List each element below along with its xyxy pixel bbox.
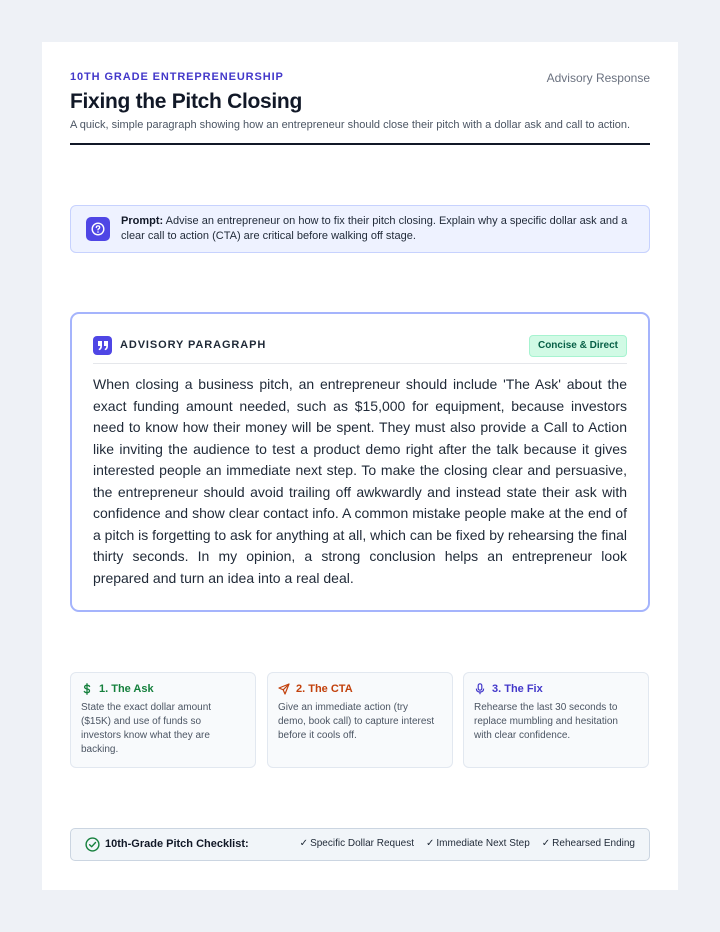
style-badge: Concise & Direct (529, 335, 627, 357)
microphone-icon (474, 683, 486, 695)
tip-card-ask (70, 672, 256, 768)
prompt-label: Prompt: (121, 215, 164, 227)
check-mark-icon: ✓ (426, 838, 435, 849)
advisory-paragraph: When closing a business pitch, an entrepreneur should include 'The Ask' about the exact funding amount needed, such as $15,000 for equipment, because investors need to know how their money will be spent. They must also provide a Call to Action like inviting the audience to test a product demo right after the talk because it gives interested people an immediate next step. To make the closing clear and persuasive, the entrepreneur should avoid trailing off awkwardly and instead state their ask with confidence and show clear contact info. A common mistake people make at the end of a pitch is forgetting to ask for anything at all, which can be fixed by rehearsing the final thirty seconds. In my opinion, a strong conclusion helps an entrepreneur look prepared and turn an idea into a real deal. (93, 376, 627, 586)
checklist-item: ✓ Immediate Next Step (426, 838, 530, 849)
tip-card-header (278, 683, 353, 695)
dollar-icon (81, 683, 93, 695)
tip-card-header (474, 683, 543, 695)
prompt-text (121, 214, 636, 244)
question-icon (86, 217, 110, 241)
page-subtitle: A quick, simple paragraph showing how an entrepreneur should close their pitch with a dollar ask and call to action. (70, 119, 631, 131)
tip-card-body: State the exact dollar amount ($15K) and use of funds so investors know what they are backing. (81, 702, 212, 755)
checklist-item: ✓ Rehearsed Ending (541, 838, 635, 849)
advisory-card (70, 312, 650, 612)
tip-card-title: 1. The Ask (99, 683, 154, 695)
tip-card-title: 3. The Fix (492, 683, 543, 695)
check-circle-icon (85, 837, 100, 852)
tip-card-fix (463, 672, 649, 768)
header-divider (70, 143, 650, 145)
prompt-body: Advise an entrepreneur on how to fix their pitch closing. Explain why a specific dollar ask and a clear call to action (CTA) are critical before walking off stage. (121, 215, 628, 242)
document-page (42, 42, 678, 890)
document-type-label: Advisory Response (546, 71, 650, 85)
tip-card-body: Give an immediate action (try demo, book call) to capture interest before it cools off. (278, 702, 435, 741)
advisory-divider (93, 363, 627, 364)
tip-card-header (81, 683, 154, 695)
checklist-title: 10th-Grade Pitch Checklist: (105, 838, 249, 850)
course-label: 10TH GRADE ENTREPRENEURSHIP (70, 71, 284, 83)
checklist-items (300, 838, 635, 849)
prompt-box (70, 205, 650, 253)
tip-card-body: Rehearse the last 30 seconds to replace mumbling and hesitation with clear confidence. (474, 702, 618, 741)
tip-card-cta (267, 672, 453, 768)
pitch-checklist (70, 828, 650, 861)
quote-icon (93, 336, 112, 355)
send-icon (278, 683, 290, 695)
tip-card-title: 2. The CTA (296, 683, 353, 695)
check-mark-icon: ✓ (299, 838, 309, 849)
checklist-item: ✓ Specific Dollar Request (299, 838, 414, 849)
check-mark-icon: ✓ (541, 838, 551, 849)
page-title: Fixing the Pitch Closing (70, 90, 302, 113)
advisory-heading: ADVISORY PARAGRAPH (120, 339, 267, 351)
